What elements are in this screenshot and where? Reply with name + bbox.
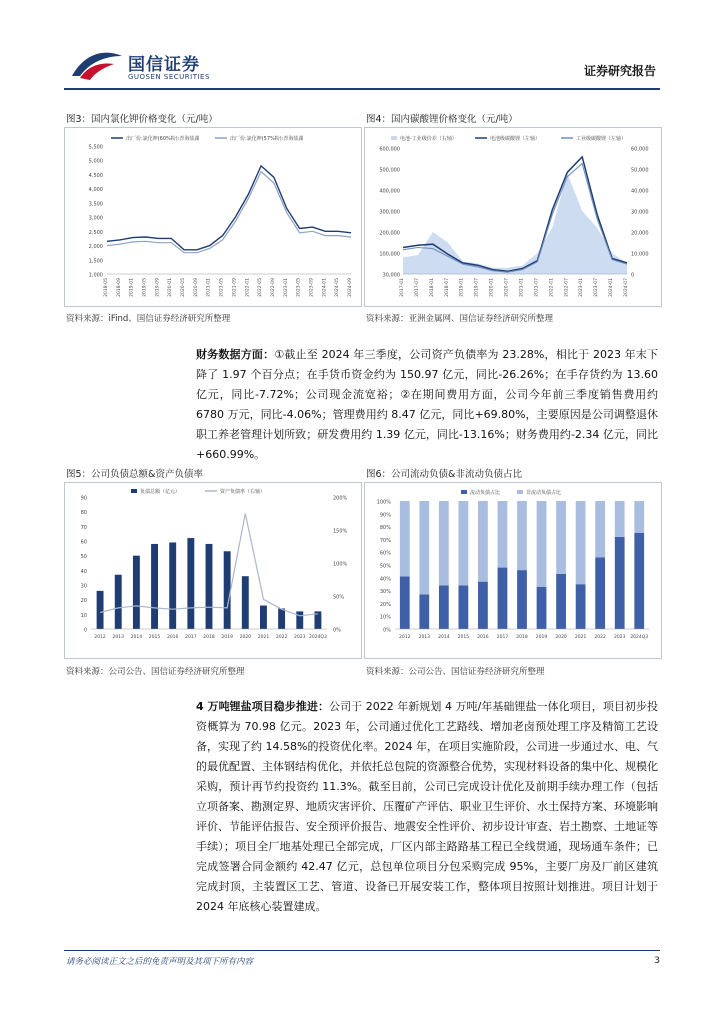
fig3-chart bbox=[65, 128, 361, 306]
fig5-bar bbox=[187, 538, 194, 629]
fig5-x-label: 2024Q3 bbox=[308, 635, 327, 640]
fig5-bar bbox=[278, 608, 285, 629]
fig5-x-label: 2014 bbox=[130, 635, 143, 640]
fig4-y-tick-label: 400,000 bbox=[379, 188, 400, 195]
fig3-y-tick-label: 4,000 bbox=[88, 187, 103, 194]
fig6-bar-current bbox=[576, 584, 586, 629]
fig4-y2-tick-label: 10,000 bbox=[631, 251, 649, 258]
fig6-bar-noncurrent bbox=[459, 501, 469, 585]
fig6-bar-current bbox=[634, 533, 644, 629]
fig6-bar-current bbox=[517, 570, 527, 629]
fig6-bar-noncurrent bbox=[439, 501, 449, 585]
footer-rule bbox=[64, 950, 660, 951]
fig5-x-label: 2013 bbox=[112, 635, 124, 640]
fig4-spread-area bbox=[403, 173, 627, 274]
fig3-x-label: 2019-09 bbox=[155, 278, 161, 297]
finance-heading: 财务数据方面： bbox=[196, 348, 275, 361]
fig5-bar bbox=[242, 576, 249, 629]
fig5-y-tick-label: 20 bbox=[80, 598, 87, 605]
fig4-legend-spread-label: 电池-工业级价差（右轴） bbox=[400, 136, 457, 142]
fig6-legend-current-label: 流动负债占比 bbox=[470, 490, 501, 496]
fig4-y-tick-label: 600,000 bbox=[379, 146, 400, 153]
fig6-x-label: 2012 bbox=[399, 635, 411, 640]
fig3-x-label: 2020-01 bbox=[168, 278, 174, 297]
fig5-bar bbox=[115, 575, 122, 629]
fig5-y2-tick-label: 150% bbox=[333, 528, 348, 535]
fig5-y-tick-label: 60 bbox=[80, 539, 87, 546]
fig6-bar-noncurrent bbox=[400, 501, 410, 577]
fig4-y2-tick-label: 0 bbox=[631, 272, 635, 279]
fig5-bar bbox=[206, 544, 213, 629]
fig5-y2-tick-label: 200% bbox=[333, 495, 348, 502]
fig5-bar bbox=[169, 542, 176, 629]
fig3-x-label: 2024-05 bbox=[335, 278, 341, 297]
fig5-x-label: 2018 bbox=[203, 635, 215, 640]
fig4-x-label: 2020-07 bbox=[504, 278, 510, 297]
fig5-y-tick-label: 50 bbox=[80, 554, 87, 561]
fig5-bar bbox=[151, 544, 158, 629]
fig6-bar-noncurrent bbox=[498, 501, 508, 568]
fig4-y-tick-label: 500,000 bbox=[379, 167, 400, 174]
fig6-bar-noncurrent bbox=[556, 501, 566, 574]
fig6-bar-noncurrent bbox=[537, 501, 547, 587]
fig6-bar-noncurrent bbox=[615, 501, 625, 537]
fig4-x-label: 2024-01 bbox=[609, 278, 615, 297]
fig6-bar-current bbox=[459, 585, 469, 629]
fig3-y-tick-label: 2,000 bbox=[88, 244, 103, 251]
fig6-y-tick-label: 20% bbox=[379, 601, 391, 608]
fig6-x-label: 2014 bbox=[438, 635, 450, 640]
fig6-bar-current bbox=[419, 594, 429, 629]
fig3-y-tick-label: 3,500 bbox=[88, 201, 103, 208]
fig3-y-tick-label: 1,000 bbox=[88, 272, 103, 279]
fig3-series-57 bbox=[107, 172, 351, 253]
fig6-y-tick-label: 80% bbox=[379, 525, 391, 532]
fig6-bar-current bbox=[595, 557, 605, 629]
finance-body: ①截止至 2024 年三季度，公司资产负债率为 23.28%，相比于 2023 年末下降了 1.97 个百分点；在手货币资金约为 150.97 亿元，同比-26.26%；在手存货约为 13.60 亿元，同比-7.72%；公司现金流宽裕；②在期间费用方面，公司今年前三季度销售费用约 6780 万元，同比-4.06%；管理费用约 8.47 亿元，同比+69.80%，主要原因是公司调整退休职工养老管理计划所致；研发费用约 1.39 亿元，同比-13.16%；财务费用约-2.34 亿元，同比+660.99%。 bbox=[196, 348, 658, 461]
fig4-x-label: 2017-01 bbox=[400, 278, 405, 297]
fig6-x-label: 2018 bbox=[516, 635, 528, 640]
fig4-title: 图4：国内碳酸锂价格变化（元/吨） bbox=[366, 114, 518, 125]
fig4-y2-tick-label: 40,000 bbox=[631, 188, 649, 195]
fig5-y-tick-label: 70 bbox=[80, 524, 87, 531]
fig4-x-label: 2019-01 bbox=[459, 278, 465, 297]
fig6-legend-noncurrent-swatch bbox=[517, 490, 523, 494]
project-paragraph bbox=[196, 697, 658, 917]
fig5-y-tick-label: 0 bbox=[83, 627, 87, 634]
fig6-y-tick-label: 10% bbox=[379, 614, 391, 621]
fig3-x-label: 2018-09 bbox=[116, 278, 122, 297]
fig4-y2-tick-label: 30,000 bbox=[631, 209, 649, 216]
fig4-x-label: 2020-01 bbox=[489, 278, 495, 297]
fig4-legend-industrial-label: 工业级碳酸锂（左轴） bbox=[576, 136, 627, 142]
fig4-x-label: 2019-07 bbox=[474, 278, 480, 297]
report-type: 证券研究报告 bbox=[583, 64, 656, 78]
fig5-bar bbox=[133, 556, 140, 629]
fig5-chart bbox=[65, 483, 361, 658]
fig6-x-label: 2016 bbox=[477, 635, 489, 640]
fig6-bar-current bbox=[537, 587, 547, 629]
fig6-bar-noncurrent bbox=[478, 501, 488, 582]
fig4-frame bbox=[364, 127, 662, 307]
fig5-title: 图5：公司负债总额&资产负债率 bbox=[66, 469, 203, 480]
fig5-x-label: 2019 bbox=[221, 635, 233, 640]
fig4-x-label: 2021-01 bbox=[519, 278, 525, 297]
fig4-x-label: 2018-01 bbox=[429, 278, 435, 297]
footer-disclaimer: 请务必阅读正文之后的免责声明及其项下所有内容 bbox=[66, 957, 254, 967]
fig5-x-label: 2023 bbox=[294, 635, 306, 640]
fig5-y-tick-label: 30 bbox=[80, 583, 87, 590]
fig6-x-label: 2015 bbox=[457, 635, 470, 640]
fig6-y-tick-label: 0% bbox=[383, 627, 391, 634]
fig4-x-label: 2022-07 bbox=[564, 278, 570, 297]
fig6-bar-noncurrent bbox=[595, 501, 605, 557]
fig5-x-label: 2021 bbox=[257, 635, 270, 640]
fig3-x-label: 2022-01 bbox=[245, 278, 251, 297]
fig6-x-label: 2019 bbox=[535, 635, 548, 640]
fig3-y-tick-label: 4,500 bbox=[88, 172, 103, 179]
fig3-x-label: 2023-05 bbox=[296, 278, 302, 297]
fig6-y-tick-label: 30% bbox=[379, 589, 391, 596]
fig4-x-label: 2022-01 bbox=[549, 278, 555, 297]
fig6-bar-noncurrent bbox=[517, 501, 527, 570]
fig3-x-label: 2019-01 bbox=[129, 278, 135, 297]
fig6-y-tick-label: 100% bbox=[376, 499, 391, 506]
fig3-x-label: 2020-05 bbox=[181, 278, 187, 297]
fig5-y-tick-label: 80 bbox=[80, 510, 87, 517]
fig5-source: 资料来源：公司公告、国信证券经济研究所整理 bbox=[66, 667, 245, 677]
fig3-title: 图3：国内氯化钾价格变化（元/吨） bbox=[66, 114, 218, 125]
logo-cn: 国信证券 bbox=[128, 55, 200, 75]
fig6-bar-current bbox=[478, 582, 488, 629]
fig4-y2-tick-label: 50,000 bbox=[631, 167, 649, 174]
fig4-legend-spread-swatch bbox=[391, 136, 397, 140]
fig5-x-label: 2016 bbox=[166, 635, 179, 640]
fig3-series-60 bbox=[107, 166, 351, 250]
fig6-title: 图6：公司流动负债&非流动负债占比 bbox=[366, 469, 522, 480]
fig4-y-tick-label: 200,000 bbox=[379, 230, 400, 237]
guosen-logo-icon bbox=[70, 50, 124, 82]
fig6-bar-current bbox=[498, 568, 508, 629]
fig3-y-tick-label: 2,500 bbox=[88, 229, 103, 236]
fig4-x-label: 2021-07 bbox=[534, 278, 540, 297]
fig5-y-tick-label: 40 bbox=[80, 568, 87, 575]
fig4-x-label: 2024-07 bbox=[624, 278, 629, 297]
fig5-x-label: 2017 bbox=[185, 635, 197, 640]
project-heading: 4 万吨锂盐项目稳步推进： bbox=[196, 700, 330, 713]
fig4-y-tick-label: 100,000 bbox=[379, 251, 400, 258]
header-rule bbox=[64, 88, 660, 90]
fig5-y-tick-label: 90 bbox=[80, 495, 87, 502]
fig6-y-tick-label: 90% bbox=[379, 512, 391, 519]
fig3-y-tick-label: 3,000 bbox=[88, 215, 103, 222]
fig3-legend-57-label: 出厂价:氯化钾(57%粉):青海盐湖 bbox=[230, 136, 304, 142]
fig4-x-label: 2018-07 bbox=[444, 278, 450, 297]
fig4-y2-tick-label: 60,000 bbox=[631, 146, 649, 153]
fig5-bar bbox=[296, 611, 303, 629]
fig4-chart bbox=[365, 128, 661, 306]
page-number: 3 bbox=[654, 956, 660, 966]
fig6-bar-current bbox=[400, 577, 410, 629]
fig3-y-tick-label: 5,500 bbox=[88, 144, 103, 151]
fig5-y2-tick-label: 50% bbox=[333, 594, 345, 601]
fig6-bar-noncurrent bbox=[419, 501, 429, 594]
fig4-x-label: 2023-07 bbox=[594, 278, 600, 297]
fig3-x-label: 2021-01 bbox=[206, 278, 212, 297]
fig5-y-tick-label: 10 bbox=[80, 612, 87, 619]
fig3-x-label: 2018-05 bbox=[104, 278, 109, 297]
fig4-legend-battery-label: 电池级碳酸锂（左轴） bbox=[490, 136, 541, 142]
fig6-bar-current bbox=[439, 585, 449, 629]
project-body: 公司于 2022 年新规划 4 万吨/年基础锂盐一体化项目，项目初步投资概算为 70.98 亿元。2023 年，公司通过优化工艺路线、增加老卤预处理工序及精简工艺设备，实现了约 14.58%的投资优化率。2024 年，在项目实施阶段，公司进一步通过水、电、气的最优配置、主体钢结构优化，并依托总包院的资源整合优势，实现材料设备的集中化、规模化采购，预计再节约投资约 11.3%。截至目前，公司已完成设计优化及前期手续办理工作（包括立项备案、勘测定界、地质灾害评价、压覆矿产评估、职业卫生评价、水土保持方案、环境影响评价、节能评估报告、安全预评价报告、地震安全性评价、初步设计审查、岩土勘察、土地证等手续）；项目全厂地基处理已全部完成，厂区内部主路路基工程已全线贯通，现场通车条件；已完成签署合同金额约 42.47 亿元，总包单位项目分包采购完成 95%，主要厂房及厂前区建筑完成封顶，主装置区工艺、管道、设备已开展安装工作，整体项目按照计划推进。项目计划于 2024 年底核心装置建成。 bbox=[196, 700, 659, 913]
fig3-x-label: 2023-09 bbox=[309, 278, 315, 297]
fig5-legend-debt-label: 负债总额（亿元） bbox=[140, 489, 181, 495]
fig4-x-label: 2023-01 bbox=[579, 278, 585, 297]
fig6-y-tick-label: 70% bbox=[379, 537, 391, 544]
fig3-y-tick-label: 1,500 bbox=[88, 258, 103, 265]
fig6-y-tick-label: 50% bbox=[379, 563, 391, 570]
fig3-frame bbox=[64, 127, 362, 307]
fig6-bar-current bbox=[556, 574, 566, 629]
fig3-x-label: 2021-05 bbox=[219, 278, 225, 297]
fig6-frame bbox=[364, 482, 662, 659]
fig6-source: 资料来源：公司公告、国信证券经济研究所整理 bbox=[366, 667, 545, 677]
fig6-bar-noncurrent bbox=[634, 501, 644, 533]
fig3-y-tick-label: 5,000 bbox=[88, 158, 103, 165]
fig6-x-label: 2021 bbox=[574, 635, 587, 640]
fig6-x-label: 2024Q3 bbox=[630, 635, 649, 640]
fig6-chart bbox=[365, 483, 661, 658]
fig5-bar bbox=[97, 591, 104, 629]
fig6-x-label: 2020 bbox=[555, 635, 567, 640]
fig6-bar-current bbox=[615, 537, 625, 629]
fig5-bar bbox=[224, 551, 231, 629]
fig3-x-label: 2021-09 bbox=[232, 278, 238, 297]
fig5-x-label: 2020 bbox=[239, 635, 252, 640]
fig6-x-label: 2022 bbox=[594, 635, 606, 640]
fig3-x-label: 2023-01 bbox=[283, 278, 289, 297]
fig5-legend-debt-swatch bbox=[131, 489, 137, 493]
fig6-legend-current-swatch bbox=[461, 490, 467, 494]
fig3-x-label: 2019-05 bbox=[142, 278, 148, 297]
fig5-y2-tick-label: 0% bbox=[333, 627, 341, 634]
fig5-frame bbox=[64, 482, 362, 659]
fig5-bar bbox=[260, 606, 267, 629]
fig3-x-label: 2020-09 bbox=[193, 278, 199, 297]
fig6-bar-noncurrent bbox=[576, 501, 586, 584]
fig4-x-label: 2017-07 bbox=[414, 278, 420, 297]
logo-en: GUOSEN SECURITIES bbox=[128, 73, 210, 81]
fig5-x-label: 2022 bbox=[275, 635, 288, 640]
fig3-x-label: 2024-09 bbox=[348, 278, 353, 297]
fig6-x-label: 2013 bbox=[418, 635, 431, 640]
fig5-x-label: 2015 bbox=[148, 635, 161, 640]
fig6-x-label: 2017 bbox=[496, 635, 509, 640]
fig4-y2-tick-label: 20,000 bbox=[631, 230, 649, 237]
fig6-x-label: 2023 bbox=[613, 635, 626, 640]
fig5-y2-tick-label: 100% bbox=[333, 561, 348, 568]
fig3-x-label: 2022-05 bbox=[258, 278, 264, 297]
fig4-source: 资料来源：亚洲金属网、国信证券经济研究所整理 bbox=[366, 314, 554, 324]
fig3-x-label: 2024-01 bbox=[322, 278, 328, 297]
fig3-legend-60-label: 出厂价:氯化钾(60%粉):青海盐湖 bbox=[126, 136, 200, 142]
fig6-y-tick-label: 40% bbox=[379, 576, 391, 583]
fig4-y-tick-label: 30,000 bbox=[382, 272, 400, 279]
fig3-source: 资料来源：iFind、国信证券经济研究所整理 bbox=[66, 314, 231, 324]
finance-paragraph bbox=[196, 345, 658, 465]
fig4-y-tick-label: 300,000 bbox=[379, 209, 400, 216]
fig5-x-label: 2012 bbox=[94, 635, 106, 640]
fig5-legend-ratio-label: 资产负债率（右轴） bbox=[220, 489, 266, 495]
fig6-legend-noncurrent-label: 非流动负债占比 bbox=[526, 490, 562, 496]
fig3-x-label: 2022-09 bbox=[270, 278, 276, 297]
fig6-y-tick-label: 60% bbox=[379, 550, 391, 557]
header bbox=[64, 46, 660, 86]
